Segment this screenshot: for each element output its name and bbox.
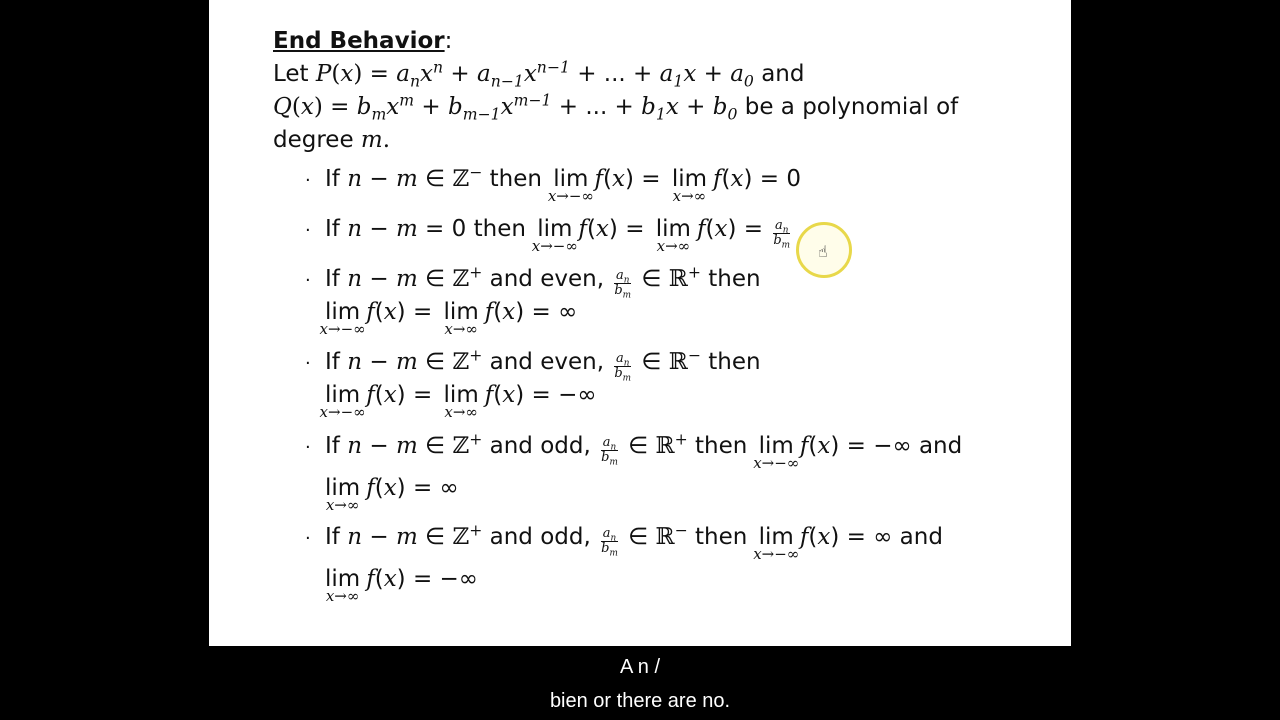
intro-line-1: Let $P(x) = a_nx^n + a_{n-1}x^{n-1}$ + ... + $a_1x + a_0$ and xyxy=(273,57,805,91)
word-if: If xyxy=(325,349,340,375)
word-and-even: and even, xyxy=(489,349,605,375)
word-if: If xyxy=(325,433,340,459)
bullet-5-dot: · xyxy=(305,437,311,458)
word-if: If xyxy=(325,266,340,292)
rule-odd-positive-line2: lim x→∞ f(x) = ∞ xyxy=(325,475,459,514)
bullet-4-dot: · xyxy=(305,353,311,374)
rule-odd-negative-line1: If n − m ∈ ℤ+ and odd, $\frac{a_n}{b_m}$ ∈ ℝ− then lim x→−∞ f(x) = ∞ and xyxy=(325,520,943,563)
word-if: If xyxy=(325,524,340,550)
rule-even-positive-line1: If n − m ∈ ℤ+ and even, $\frac{a_n}{b_m}$ ∈ ℝ+ then xyxy=(325,262,761,301)
slide-heading-line xyxy=(273,30,452,53)
bullet-3-dot: · xyxy=(305,270,311,291)
intro-line-3: degree m. xyxy=(273,127,391,153)
word-then: then xyxy=(473,216,526,242)
word-if: If xyxy=(325,216,340,242)
word-then: then xyxy=(695,433,748,459)
slide-heading: End Behavior xyxy=(273,28,445,54)
intro-m: m xyxy=(360,127,383,153)
rule-negative-degree: If n − m ∈ ℤ− then lim x→−∞ f(x) = lim x→∞ f(x) = 0 xyxy=(325,162,801,205)
rule-equal-degree: If n − m = 0 then lim x→−∞ f(x) = lim x→∞ f(x) = $\frac{a_n}{b_m}$ xyxy=(325,216,791,255)
word-then: then xyxy=(695,524,748,550)
word-and: and xyxy=(918,433,963,459)
bullet-6-dot: · xyxy=(305,528,311,549)
caption-line-2: bien or there are no. xyxy=(549,690,731,712)
hand-pointer-icon: ☝ xyxy=(818,242,828,261)
word-then: then xyxy=(489,166,542,192)
word-and-odd: and odd, xyxy=(489,433,591,459)
rule-odd-negative-line2: lim x→∞ f(x) = −∞ xyxy=(325,566,478,605)
slide xyxy=(209,0,1071,646)
word-and: and xyxy=(899,524,943,550)
word-then: then xyxy=(708,266,761,292)
word-and-odd: and odd, xyxy=(489,524,591,550)
word-if: If xyxy=(325,166,340,192)
heading-colon: : xyxy=(444,28,453,54)
bullet-1-dot: · xyxy=(305,170,311,191)
rule-even-positive-line2: lim x→−∞ f(x) = lim x→∞ f(x) = ∞ xyxy=(319,299,578,338)
intro-let: Let xyxy=(273,61,309,87)
caption-line-1: A n / xyxy=(619,656,661,678)
bullet-2-dot: · xyxy=(305,220,311,241)
intro-and: and xyxy=(761,61,805,87)
rule-even-negative-line2: lim x→−∞ f(x) = lim x→∞ f(x) = −∞ xyxy=(319,382,597,421)
intro-degree: degree xyxy=(273,127,354,153)
intro-be: be a polynomial of xyxy=(744,94,959,120)
intro-line-2: $Q(x) = b_mx^m + b_{m-1}x^{m-1}$ + ... + $b_1x + b_0$ be a polynomial of xyxy=(273,90,959,124)
rule-even-negative-line1: If n − m ∈ ℤ+ and even, $\frac{a_n}{b_m}$ ∈ ℝ− then xyxy=(325,345,761,384)
word-and-even: and even, xyxy=(489,266,605,292)
word-then: then xyxy=(708,349,761,375)
rule-odd-positive-line1: If n − m ∈ ℤ+ and odd, $\frac{a_n}{b_m}$ ∈ ℝ+ then lim x→−∞ f(x) = −∞ and xyxy=(325,429,963,472)
